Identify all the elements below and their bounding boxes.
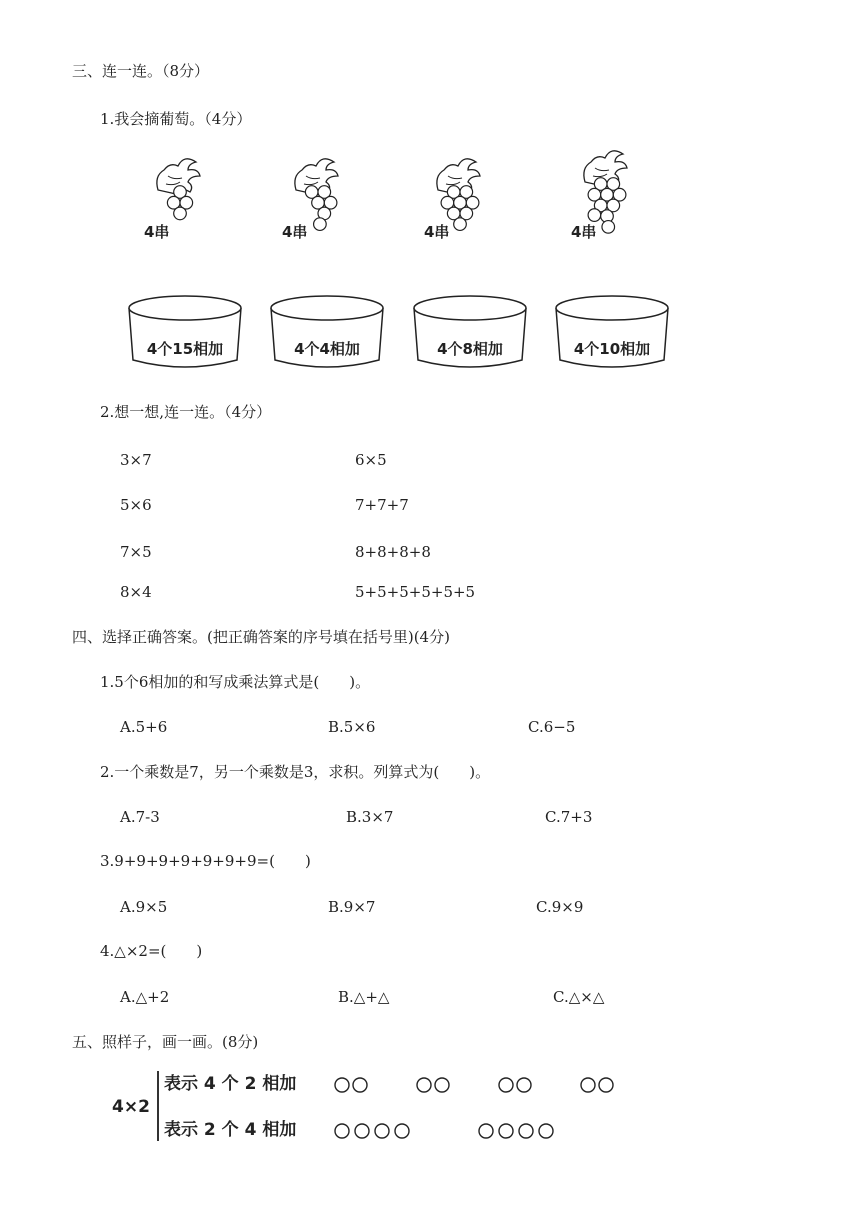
s5-expression: 4×2 (112, 1097, 150, 1117)
section-3-title: 三、连一连。（8分） (72, 62, 210, 80)
grape-bunch-label: 4串 (571, 223, 597, 241)
s5-row2-circle (539, 1124, 553, 1138)
s5-row1-circle (353, 1078, 367, 1092)
s5-row2-circle (499, 1124, 513, 1138)
q2-left-1[interactable]: 3×7 (120, 451, 152, 469)
s5-row2-label: 表示 2 个 4 相加 (164, 1120, 297, 1140)
q2-left-2[interactable]: 5×6 (120, 496, 152, 514)
basket-label: 4个8相加 (437, 340, 503, 358)
s4-q4-option-c[interactable]: C.△×△ (553, 988, 605, 1006)
s5-row1-circle (435, 1078, 449, 1092)
s4-q2-option-a[interactable]: A.7-3 (120, 808, 160, 826)
section-5-title: 五、照样子，画一画。(8分) (72, 1033, 259, 1051)
s4-q3-option-b[interactable]: B.9×7 (328, 898, 376, 916)
s5-row1-label: 表示 4 个 2 相加 (164, 1074, 297, 1094)
s4-q4: 4.△×2=( ) (100, 942, 203, 960)
grape-bunch-label: 4串 (144, 223, 170, 241)
s5-row1-circle (417, 1078, 431, 1092)
q2-right-1[interactable]: 6×5 (355, 451, 387, 469)
s4-q1-option-a[interactable]: A.5+6 (120, 718, 168, 736)
q2-right-3[interactable]: 8+8+8+8 (355, 543, 431, 561)
s5-row1-circle (517, 1078, 531, 1092)
s4-q4-option-a[interactable]: A.△+2 (120, 988, 170, 1006)
s4-q3-option-a[interactable]: A.9×5 (120, 898, 168, 916)
q2-right-4[interactable]: 5+5+5+5+5+5 (355, 583, 476, 601)
q1-label: 1.我会摘葡萄。（4分） (100, 110, 252, 128)
s4-q1: 1.5个6相加的和写成乘法算式是( )。 (100, 673, 371, 691)
basket-label: 4个10相加 (573, 340, 651, 358)
basket-label: 4个4相加 (294, 340, 360, 358)
q2-label: 2.想一想,连一连。（4分） (100, 403, 272, 421)
s5-row2-circle (335, 1124, 349, 1138)
basket-label: 4个15相加 (146, 340, 224, 358)
grape-bunch-label: 4串 (282, 223, 308, 241)
s5-row1-circle (335, 1078, 349, 1092)
s5-row2-circle (395, 1124, 409, 1138)
s5-row2-circle (355, 1124, 369, 1138)
s5-row2-circle (375, 1124, 389, 1138)
s4-q4-option-b[interactable]: B.△+△ (338, 988, 390, 1006)
s5-row1-circle (499, 1078, 513, 1092)
s4-q2: 2.一个乘数是7，另一个乘数是3，求积。列算式为( )。 (100, 763, 491, 781)
s4-q2-option-b[interactable]: B.3×7 (346, 808, 394, 826)
s4-q1-option-b[interactable]: B.5×6 (328, 718, 376, 736)
s5-row2-circle (519, 1124, 533, 1138)
q2-left-3[interactable]: 7×5 (120, 543, 152, 561)
s5-row1-circle (599, 1078, 613, 1092)
section-4-title: 四、选择正确答案。(把正确答案的序号填在括号里)(4分) (72, 628, 450, 646)
s5-row2-circle (479, 1124, 493, 1138)
s5-row1-circle (581, 1078, 595, 1092)
q2-left-4[interactable]: 8×4 (120, 583, 152, 601)
s4-q2-option-c[interactable]: C.7+3 (545, 808, 593, 826)
s4-q3-option-c[interactable]: C.9×9 (536, 898, 584, 916)
q2-right-2[interactable]: 7+7+7 (355, 496, 409, 514)
s4-q3: 3.9+9+9+9+9+9+9=( ) (100, 852, 311, 870)
grape-bunch-label: 4串 (424, 223, 450, 241)
s4-q1-option-c[interactable]: C.6−5 (528, 718, 576, 736)
